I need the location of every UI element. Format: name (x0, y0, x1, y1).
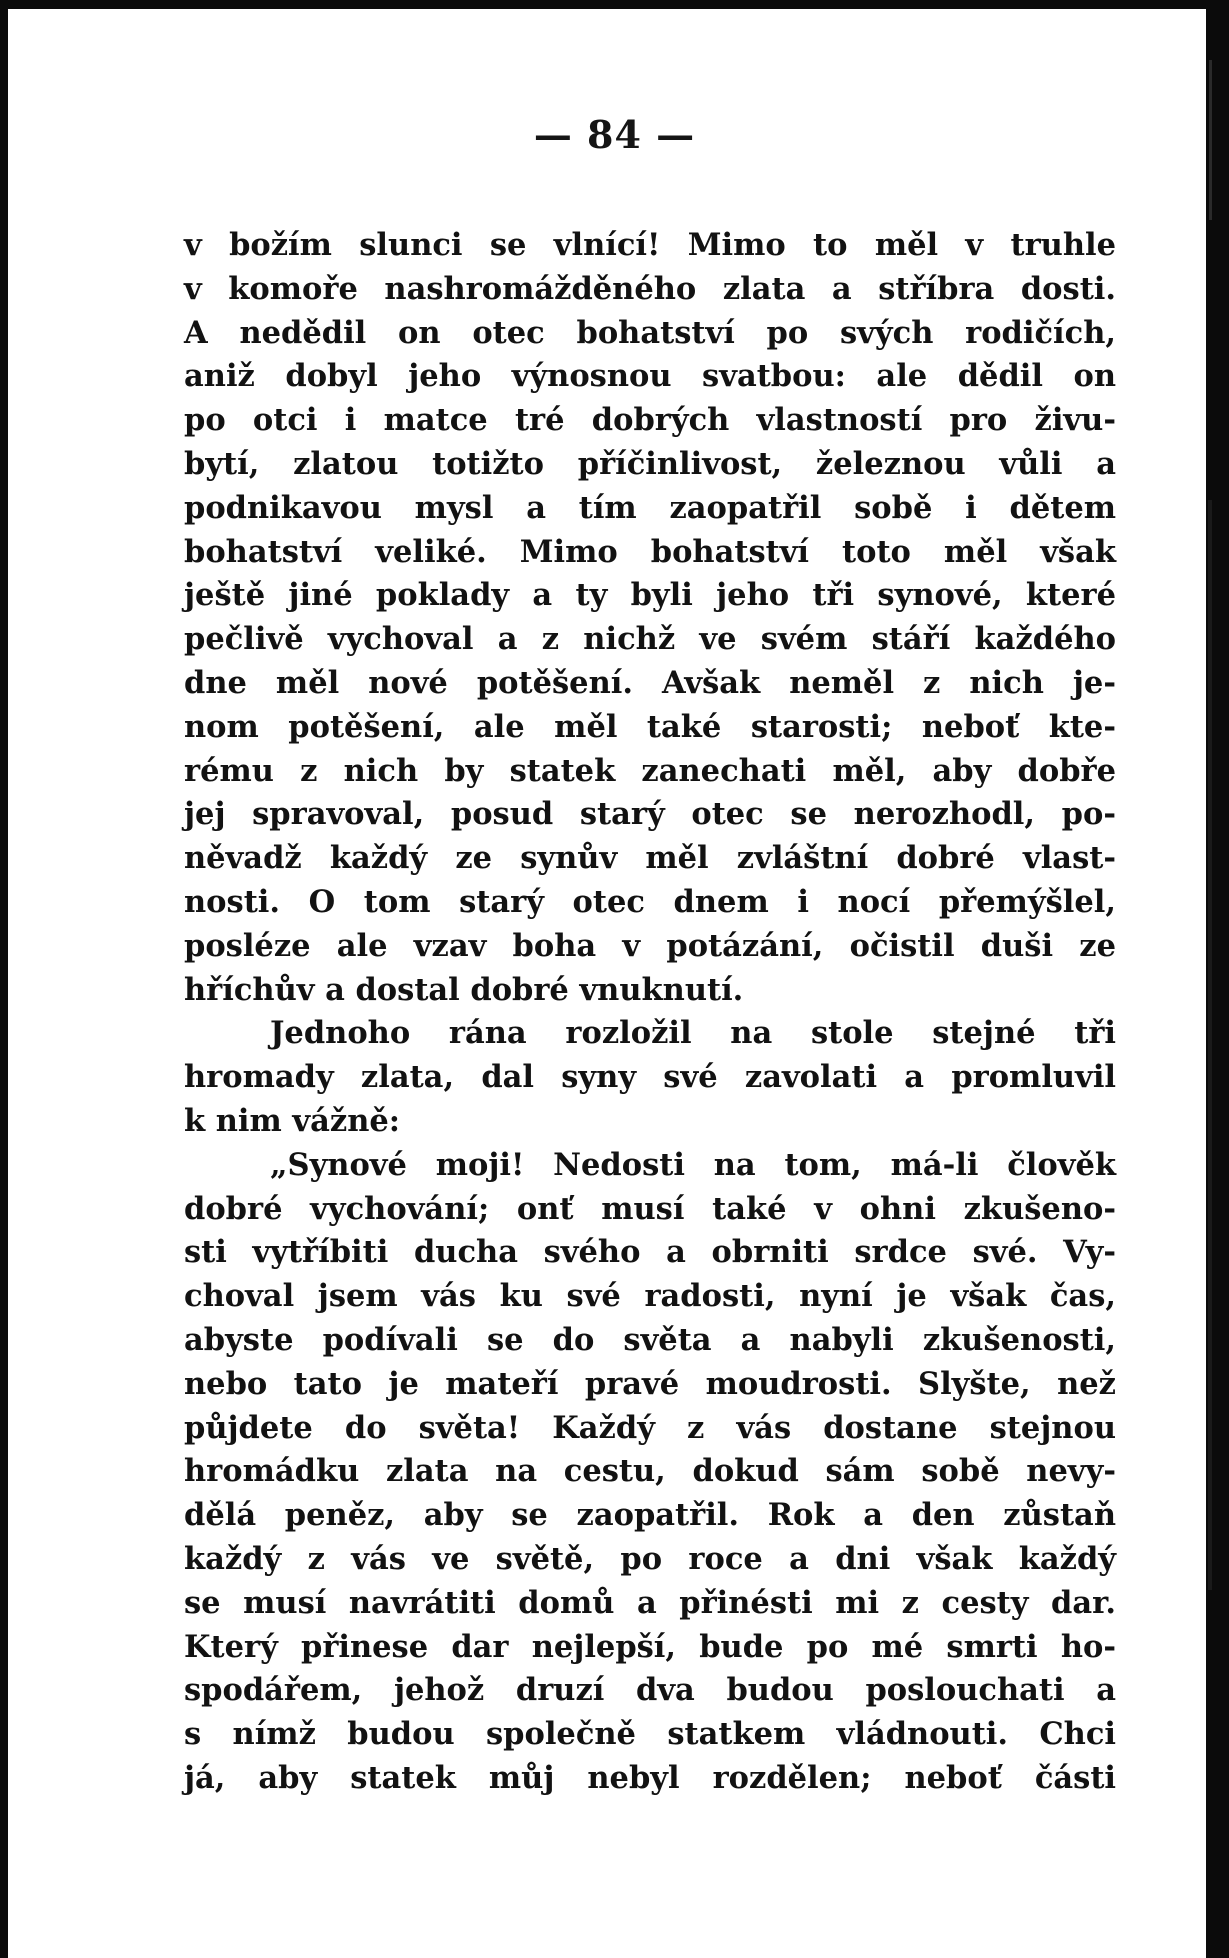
text-line: já, aby statek můj nebyl rozdělen; neboť části (184, 1759, 1116, 1796)
text-line-paragraph-start: „Synové moji! Nedosti na tom, má-li člověk (270, 1146, 1116, 1183)
text-line: dobré vychování; onť musí také v ohni zkušeno- (184, 1190, 1116, 1227)
binding-shadow-lower (1208, 500, 1212, 1590)
text-line: podnikavou mysl a tím zaopatřil sobě i dětem (184, 489, 1116, 526)
text-line: půjdete do světa! Každý z vás dostane stejnou (184, 1409, 1116, 1446)
text-line-paragraph-end: hříchův a dostal dobré vnuknutí. (184, 971, 744, 1008)
text-line: bohatství veliké. Mimo bohatství toto měl však (184, 533, 1116, 570)
text-line: abyste podívali se do světa a nabyli zkušenosti, (184, 1321, 1116, 1358)
scan-edge-left (0, 0, 8, 1958)
text-line: dělá peněz, aby se zaopatřil. Rok a den zůstaň (184, 1497, 1116, 1534)
text-line: spodářem, jehož druzí dva budou poslouchati a (184, 1672, 1116, 1709)
text-line: hromady zlata, dal syny své zavolati a promluvil (184, 1059, 1116, 1096)
text-line: nom potěšení, ale měl také starosti; neboť kte- (184, 708, 1116, 745)
text-line: v božím slunci se vlnící! Mimo to měl v truhle (184, 227, 1116, 263)
text-line: pečlivě vychoval a z nichž ve svém stáří každého (184, 621, 1116, 658)
text-line-paragraph-end: k nim vážně: (184, 1102, 401, 1139)
text-line: se musí navrátiti domů a přinésti mi z cesty dar. (184, 1584, 1116, 1621)
text-line: bytí, zlatou totižto příčinlivost, železnou vůli a (184, 445, 1116, 482)
body-text (184, 224, 1116, 1801)
text-line: každý z vás ve světě, po roce a dni však každý (184, 1540, 1116, 1577)
text-line: nosti. O tom starý otec dnem i nocí přemýšlel, (184, 883, 1116, 920)
page-number: — 84 — (533, 112, 696, 157)
text-line: A nedědil on otec bohatství po svých rodičích, (184, 314, 1116, 351)
text-line-paragraph-start: Jednoho rána rozložil na stole stejné tři (270, 1015, 1116, 1052)
text-line: aniž dobyl jeho výnosnou svatbou: ale dědil on (184, 358, 1116, 395)
text-line: posléze ale vzav boha v potázání, očistil duši ze (184, 927, 1116, 964)
text-line: rému z nich by statek zanechati měl, aby dobře (184, 752, 1116, 789)
scan-edge-gap (1199, 200, 1206, 1958)
text-line: Který přinese dar nejlepší, bude po mé smrti ho- (184, 1628, 1116, 1665)
text-line: v komoře nashromážděného zlata a stříbra dosti. (184, 270, 1116, 307)
text-line: po otci i matce tré dobrých vlastností pro živu- (184, 402, 1116, 439)
text-line: jej spravoval, posud starý otec se nerozhodl, po- (184, 796, 1116, 833)
text-line: nebo tato je mateří pravé moudrosti. Slyšte, než (184, 1365, 1116, 1402)
text-line: dne měl nové potěšení. Avšak neměl z nich je- (184, 664, 1116, 701)
scan-edge-top (0, 0, 1229, 9)
text-line: choval jsem vás ku své radosti, nyní je však čas, (184, 1278, 1116, 1315)
text-line: něvadž každý ze synův měl zvláštní dobré vlast- (184, 840, 1116, 877)
text-line: s nímž budou společně statkem vládnouti. Chci (184, 1716, 1116, 1753)
text-line: hromádku zlata na cestu, dokud sám sobě nevy- (184, 1453, 1116, 1490)
text-line: sti vytříbiti ducha svého a obrniti srdce své. Vy- (184, 1234, 1116, 1271)
text-line: ještě jiné poklady a ty byli jeho tři synové, které (184, 577, 1116, 614)
